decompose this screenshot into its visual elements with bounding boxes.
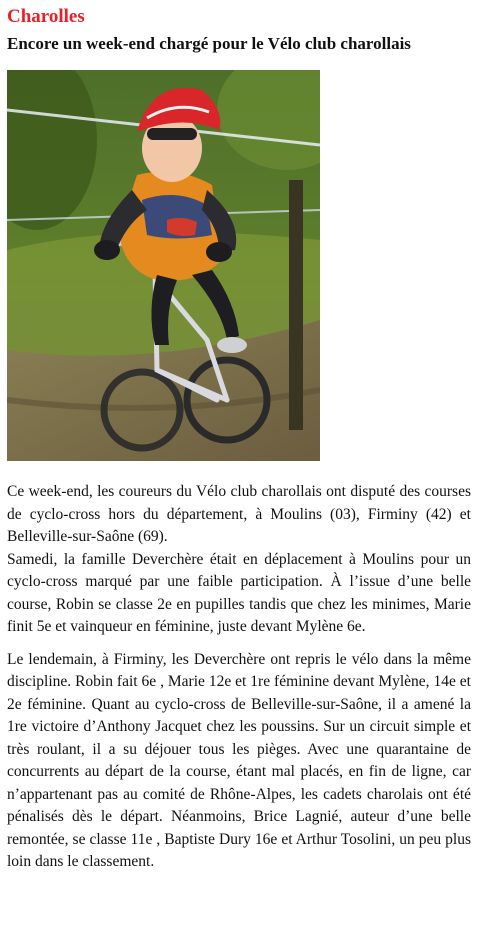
paragraph-sunday: Le lendemain, à Firminy, les Deverchère ont repris le vélo dans la même discipline. Robin fait 6e , Marie 12e et 1re féminine devant Mylène, 14e et 2e féminine. Quant au cyclo-cross de Belleville-sur-Saône, il a amené la 1re victoire d’Anthony Jacquet chez les poussins. Sur un circuit simple et très roulant, il a su déjouer tous les pièges. Avec une quarantaine de concurrents au départ de la course, étant mal placés, en fin de ligne, car n’appartenant pas au comité de Rhône-Alpes, les cadets charolais ont été pénalisés dès le départ. Néanmoins, Brice Lagnié, auteur d’une belle remontée, se classe 11e , Baptiste Dury 16e et Arthur Tosolini, un peu plus loin dans le classement. <box>7 650 471 870</box>
article-photo <box>7 70 320 461</box>
article-headline: Encore un week-end chargé pour le Vélo club charollais <box>7 34 411 53</box>
paragraph-intro: Ce week-end, les coureurs du Vélo club charollais ont disputé des courses de cyclo-cross hors du département, à Moulins (03), Firminy (42) et Belleville-sur-Saône (69). <box>7 483 471 545</box>
article <box>7 6 471 870</box>
city-label: Charolles <box>7 6 85 27</box>
cyclist-photo-illustration <box>7 70 320 461</box>
paragraph-saturday: Samedi, la famille Deverchère était en déplacement à Moulins pour un cyclo-cross marqué par une faible participation. À l’issue d’une belle course, Robin se classe 2e en pupilles tandis que chez les minimes, Marie finit 5e et vainqueur en féminine, juste devant Mylène 6e. <box>7 550 471 635</box>
article-body <box>7 481 471 874</box>
